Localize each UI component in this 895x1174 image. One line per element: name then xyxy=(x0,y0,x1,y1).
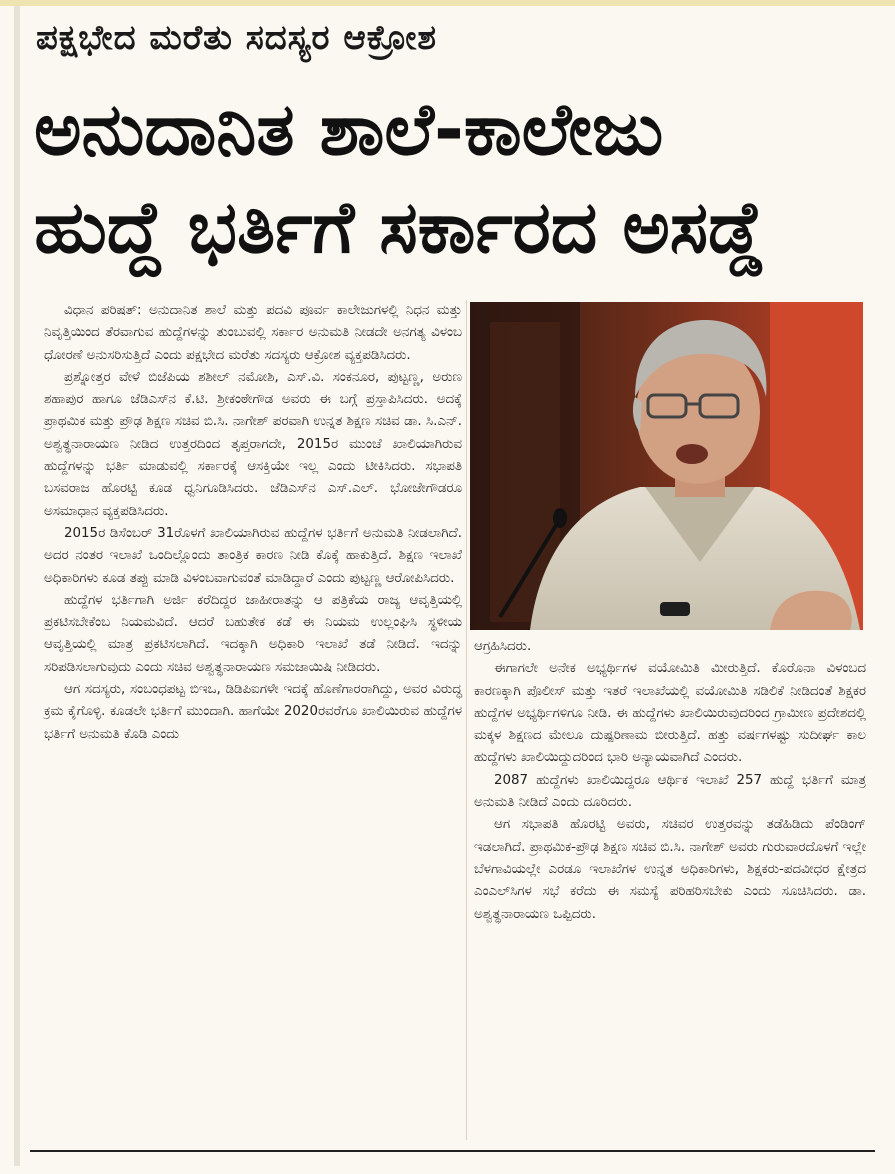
paragraph: 2087 ಹುದ್ದೆಗಳು ಖಾಲಿಯಿದ್ದರೂ ಆರ್ಥಿಕ ಇಲಾಖೆ 257 ಹುದ್ದೆ ಭರ್ತಿಗೆ ಮಾತ್ರ ಅನುಮತಿ ನೀಡಿದೆ ಎಂದು ದೂರಿದರು. xyxy=(474,772,866,811)
article-column-left xyxy=(44,300,462,746)
left-margin-rule xyxy=(14,6,20,1166)
article-column-right xyxy=(474,636,866,926)
paragraph: ಈಗಾಗಲೇ ಅನೇಕ ಅಭ್ಯರ್ಥಿಗಳ ವಯೋಮಿತಿ ಮೀರುತ್ತಿದೆ. ಕೊರೊನಾ ವಿಳಂಬದ ಕಾರಣಕ್ಕಾಗಿ ಪೊಲೀಸ್ ಮತ್ತು ಇತರೆ ಇಲಾಖೆಯಲ್ಲಿ ವಯೋಮಿತಿ ಸಡಿಲಿಕೆ ನೀಡಿದಂತೆ ಶಿಕ್ಷಕರ ಹುದ್ದೆಗಳ ಅಭ್ಯರ್ಥಿಗಳಿಗೂ ನೀಡಿ. ಈ ಹುದ್ದೆಗಳು ಖಾಲಿಯಿರುವುದರಿಂದ ಗ್ರಾಮೀಣ ಪ್ರದೇಶದಲ್ಲಿ ಮಕ್ಕಳ ಶಿಕ್ಷಣದ ಮೇಲೂ ದುಷ್ಪರಿಣಾಮ ಬೀರುತ್ತಿದೆ. ಹತ್ತು ವರ್ಷಗಳಷ್ಟು ಸುದೀರ್ಘ ಕಾಲ ಹುದ್ದೆಗಳು ಖಾಲಿಯಿದ್ದುದರಿಂದ ಭಾರಿ ಅನ್ಯಾಯವಾಗಿದೆ ಎಂದರು. xyxy=(474,661,866,766)
paragraph: ಆಗ ಸಭಾಪತಿ ಹೊರಟ್ಟಿ ಅವರು, ಸಚಿವರ ಉತ್ತರವನ್ನು ತಡೆಹಿಡಿದು ಪೆಂಡಿಂಗ್ ಇಡಲಾಗಿದೆ. ಪ್ರಾಥಮಿಕ-ಪ್ರೌಢ ಶಿಕ್ಷಣ ಸಚಿವ ಬಿ.ಸಿ. ನಾಗೇಶ್ ಅವರು ಗುರುವಾರದೊಳಗೆ ಇಲ್ಲೇ ಬೆಳಗಾವಿಯಲ್ಲೇ ಎರಡೂ ಇಲಾಖೆಗಳ ಉನ್ನತ ಅಧಿಕಾರಿಗಳು, ಶಿಕ್ಷಕರು-ಪದವೀಧರ ಕ್ಷೇತ್ರದ ಎಂಎಲ್‌ಸಿಗಳ ಸಭೆ ಕರೆದು ಈ ಸಮಸ್ಯೆ ಪರಿಹರಿಸಬೇಕು ಎಂದು ಸೂಚಿಸಿದರು. ಡಾ. ಅಶ್ವತ್ಥನಾರಾಯಣ ಒಪ್ಪಿದರು. xyxy=(474,817,866,922)
paragraph: ಆಗ ಸದಸ್ಯರು, ಸಂಬಂಧಪಟ್ಟ ಬಿಇಒ, ಡಿಡಿಪಿಐಗಳೇ ಇದಕ್ಕೆ ಹೊಣೆಗಾರರಾಗಿದ್ದು, ಅವರ ವಿರುದ್ಧ ಕ್ರಮ ಕೈಗೊಳ್ಳಿ. ಕೂಡಲೇ ಭರ್ತಿಗೆ ಮುಂದಾಗಿ. ಹಾಗೆಯೇ 2020ರವರೆಗೂ ಖಾಲಿಯಿರುವ ಹುದ್ದೆಗಳ ಭರ್ತಿಗೆ ಅನುಮತಿ ಕೊಡಿ ಎಂದು xyxy=(44,682,462,742)
headline xyxy=(34,80,879,276)
kicker: ಪಕ್ಷಭೇದ ಮರೆತು ಸದಸ್ಯರ ಆಕ್ರೋಶ xyxy=(36,18,438,58)
paragraph: ವಿಧಾನ ಪರಿಷತ್: ಅನುದಾನಿತ ಶಾಲೆ ಮತ್ತು ಪದವಿ ಪೂರ್ವ ಕಾಲೇಜುಗಳಲ್ಲಿ ನಿಧನ ಮತ್ತು ನಿವೃತ್ತಿಯಿಂದ ತೆರವಾಗುವ ಹುದ್ದೆಗಳನ್ನು ತುಂಬುವಲ್ಲಿ ಸರ್ಕಾರ ಅನುಮತಿ ನೀಡದೇ ಅನಗತ್ಯ ವಿಳಂಬ ಧೋರಣೆ ಅನುಸರಿಸುತ್ತಿದೆ ಎಂದು ಪಕ್ಷಭೇದ ಮರೆತು ಸದಸ್ಯರು ಆಕ್ರೋಶ ವ್ಯಕ್ತಪಡಿಸಿದರು. xyxy=(44,303,462,363)
column-divider xyxy=(466,300,467,1140)
headline-line-2: ಹುದ್ದೆ ಭರ್ತಿಗೆ ಸರ್ಕಾರದ ಅಸಡ್ಡೆ xyxy=(34,185,765,269)
speaker-photo xyxy=(470,302,863,630)
paragraph-continuation: ಆಗ್ರಹಿಸಿದರು. xyxy=(474,639,532,654)
headline-line-1: ಅನುದಾನಿತ ಶಾಲೆ-ಕಾಲೇಜು xyxy=(34,87,664,171)
paragraph: ಹುದ್ದೆಗಳ ಭರ್ತಿಗಾಗಿ ಅರ್ಜಿ ಕರೆದಿದ್ದರ ಜಾಹೀರಾತನ್ನು ಆ ಪತ್ರಿಕೆಯ ರಾಜ್ಯ ಆವೃತ್ತಿಯಲ್ಲಿ ಪ್ರಕಟಿಸಬೇಕೆಂಬ ನಿಯಮವಿದೆ. ಆದರೆ ಬಹುತೇಕ ಕಡೆ ಈ ನಿಯಮ ಉಲ್ಲಂಘಿಸಿ ಸ್ಥಳೀಯ ಆವೃತ್ತಿಯಲ್ಲಿ ಮಾತ್ರ ಪ್ರಕಟಿಸಲಾಗಿದೆ. ಇದಕ್ಕಾಗಿ ಅಧಿಕಾರಿ ಇಲಾಖೆ ತಡೆ ನೀಡಿದೆ. ಇದನ್ನು ಸರಿಪಡಿಸಲಾಗುವುದು ಎಂದು ಸಚಿವ ಅಶ್ವತ್ಥನಾರಾಯಣ ಸಮಜಾಯಿಷಿ ನೀಡಿದರು. xyxy=(44,592,462,675)
photo-illustration xyxy=(470,302,863,630)
top-rule xyxy=(0,0,895,6)
paragraph: ಪ್ರಶ್ನೋತ್ತರ ವೇಳೆ ಬಿಜೆಪಿಯ ಶಶೀಲ್ ನಮೋಶಿ, ಎಸ್.ವಿ. ಸಂಕನೂರ, ಪುಟ್ಟಣ್ಣ, ಅರುಣ ಶಹಾಪುರ ಹಾಗೂ ಜೆಡಿಎಸ್‌ನ ಕೆ.ಟಿ. ಶ್ರೀಕಂಠೇಗೌಡ ಅವರು ಈ ಬಗ್ಗೆ ಪ್ರಸ್ತಾಪಿಸಿದರು. ಅದಕ್ಕೆ ಪ್ರಾಥಮಿಕ ಮತ್ತು ಪ್ರೌಢ ಶಿಕ್ಷಣ ಸಚಿವ ಬಿ.ಸಿ. ನಾಗೇಶ್ ಪರವಾಗಿ ಉನ್ನತ ಶಿಕ್ಷಣ ಸಚಿವ ಡಾ. ಸಿ.ಎನ್. ಅಶ್ವತ್ಥನಾರಾಯಣ ನೀಡಿದ ಉತ್ತರದಿಂದ ತೃಪ್ತರಾಗದೇ, 2015ರ ಮುಂಚೆ ಖಾಲಿಯಾಗಿರುವ ಹುದ್ದೆಗಳನ್ನು ಭರ್ತಿ ಮಾಡುವಲ್ಲಿ ಸರ್ಕಾರಕ್ಕೆ ಆಸಕ್ತಿಯೇ ಇಲ್ಲ ಎಂದು ಟೀಕಿಸಿದರು. ಸಭಾಪತಿ ಬಸವರಾಜ ಹೊರಟ್ಟಿ ಕೂಡ ಧ್ವನಿಗೂಡಿಸಿದರು. ಜೆಡಿಎಸ್‌ನ ಎಸ್.ಎಲ್. ಭೋಜೇಗೌಡರೂ ಅಸಮಾಧಾನ ವ್ಯಕ್ತಪಡಿಸಿದರು. xyxy=(44,369,462,519)
bottom-rule xyxy=(30,1150,875,1152)
paragraph: 2015ರ ಡಿಸೆಂಬರ್ 31ರೊಳಗೆ ಖಾಲಿಯಾಗಿರುವ ಹುದ್ದೆಗಳ ಭರ್ತಿಗೆ ಅನುಮತಿ ನೀಡಲಾಗಿದೆ. ಅದರ ನಂತರ ಇಲಾಖೆ ಒಂದಿಲ್ಲೊಂದು ತಾಂತ್ರಿಕ ಕಾರಣ ನೀಡಿ ಕೊಕ್ಕೆ ಹಾಕುತ್ತಿದೆ. ಶಿಕ್ಷಣ ಇಲಾಖೆ ಅಧಿಕಾರಿಗಳು ಕೂಡ ತಪ್ಪು ಮಾಡಿ ವಿಳಂಬವಾಗುವಂತೆ ಮಾಡಿದ್ದಾರೆ ಎಂದು ಪುಟ್ಟಣ್ಣ ಆರೋಪಿಸಿದರು. xyxy=(44,525,462,586)
